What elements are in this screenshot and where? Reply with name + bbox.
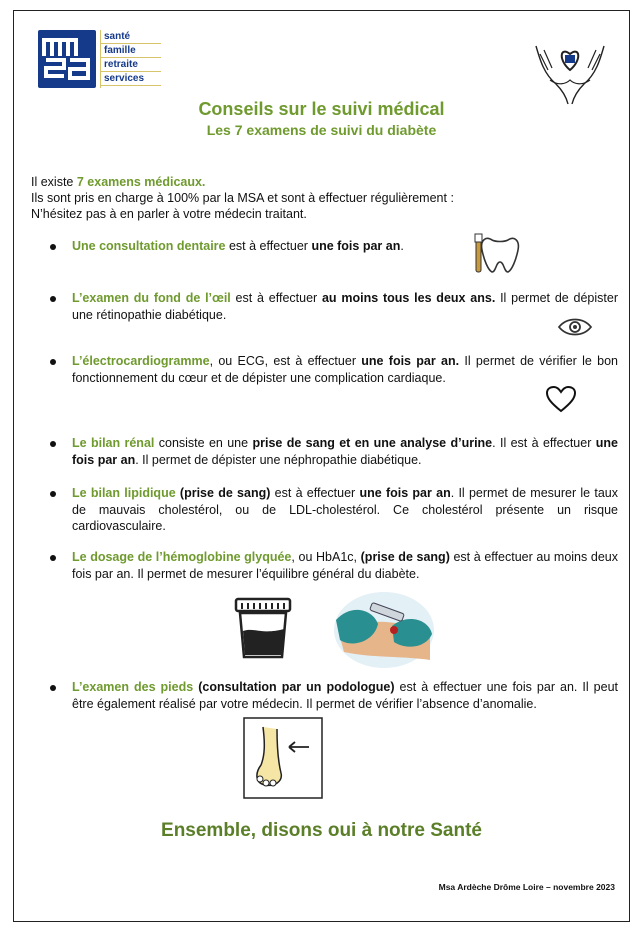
closing-slogan: Ensemble, disons oui à notre Santé	[161, 820, 482, 841]
bullet	[50, 244, 56, 250]
exam-item-renal	[72, 435, 618, 468]
intro-paragraph	[31, 174, 611, 222]
bullet	[50, 555, 56, 561]
intro-line-3: N’hésitez pas à en parler à votre médecin traitant.	[31, 207, 307, 221]
page-subtitle: Les 7 examens de suivi du diabète	[206, 122, 437, 138]
hands-heart-icon	[530, 40, 610, 106]
exam-text: . Il permet de mesurer le taux de mauvais cholestérol, ou de LDL-cholestérol. Ce cholestérol présente un risque cardiovasculaire.	[72, 486, 618, 533]
exam-emphasis: une fois par an	[72, 436, 618, 467]
bullet	[50, 296, 56, 302]
exam-text: Il permet de vérifier le bon fonctionnement du cœur et de dépister une complication cardiaque.	[72, 354, 618, 385]
exam-emphasis: au moins tous les deux ans.	[321, 291, 496, 305]
logo-line-2: famille	[101, 44, 161, 58]
msa-logo	[38, 30, 162, 90]
exam-text: est à effectuer	[230, 291, 322, 305]
exam-emphasis: (consultation par un podologue)	[198, 680, 395, 694]
exam-emphasis: (prise de sang)	[179, 486, 271, 500]
exam-emphasis: une fois par an	[311, 239, 401, 253]
exam-item-hba1c	[72, 549, 618, 582]
intro-line-2: Ils sont pris en charge à 100% par la MSA et sont à effectuer régulièrement :	[31, 191, 454, 205]
exam-emphasis: une fois par an.	[361, 354, 460, 368]
exam-emphasis: une fois par an	[359, 486, 451, 500]
exam-title: Le bilan lipidique	[72, 486, 176, 500]
tooth-icon	[470, 232, 522, 281]
exam-text: , ou HbA1c,	[291, 550, 361, 564]
bullet	[50, 685, 56, 691]
exam-item-fundus	[72, 290, 618, 323]
eye-icon	[557, 317, 593, 342]
exam-item-ecg	[72, 353, 618, 386]
exam-text: est à effectuer	[270, 486, 360, 500]
exam-item-dental	[72, 238, 618, 255]
foot-icon	[243, 717, 323, 804]
exam-text: . Il est à effectuer	[492, 436, 596, 450]
page-title: Conseils sur le suivi médical	[198, 99, 445, 119]
bullet	[50, 491, 56, 497]
urine-cup-icon	[232, 597, 294, 666]
heart-icon	[545, 385, 577, 418]
exam-text: est à effectuer	[225, 239, 312, 253]
exam-text: . Il permet de dépister une néphropathie diabétique.	[135, 452, 422, 467]
exam-text: Il permet de dépister une rétinopathie diabétique.	[72, 291, 618, 322]
exam-text: .	[400, 239, 404, 253]
bullet	[50, 441, 56, 447]
blood-draw-icon	[332, 590, 436, 675]
bullet	[50, 359, 56, 365]
exam-emphasis: (prise de sang)	[360, 550, 450, 564]
exam-title: Le bilan rénal	[72, 436, 155, 450]
msa-logo-mark	[38, 30, 96, 88]
exam-title: L’examen du fond de l’œil	[72, 291, 231, 305]
exam-title: Le dosage de l’hémoglobine glyquée	[72, 550, 292, 564]
exam-title: L’examen des pieds	[72, 680, 194, 694]
exam-emphasis: prise de sang et en une analyse d’urine	[252, 436, 493, 450]
exam-item-lipid	[72, 485, 618, 535]
logo-line-3: retraite	[101, 58, 161, 72]
exam-text: est à effectuer une fois par an. Il peut être également réalisé par votre médecin. Il permet de vérifier l’absence d’anomalie.	[72, 680, 618, 711]
logo-line-1: santé	[101, 30, 161, 44]
intro-highlight: 7 examens médicaux.	[76, 175, 206, 189]
exam-text: , ou ECG, est à effectuer	[209, 354, 362, 368]
exam-title: L’électrocardiogramme	[72, 354, 210, 368]
exam-text: consiste en une	[154, 436, 253, 450]
exam-text: est à effectuer au moins deux fois par an. Il permet de mesurer l’équilibre général du diabète.	[72, 550, 618, 581]
intro-line-1	[31, 174, 611, 190]
footer-credit: Msa Ardèche Drôme Loire – novembre 2023	[438, 882, 615, 892]
logo-line-4: services	[101, 72, 161, 86]
exam-title: Une consultation dentaire	[72, 239, 226, 253]
intro-prefix: Il existe	[31, 175, 77, 189]
exam-item-feet	[72, 679, 618, 712]
msa-logo-text	[100, 30, 161, 88]
